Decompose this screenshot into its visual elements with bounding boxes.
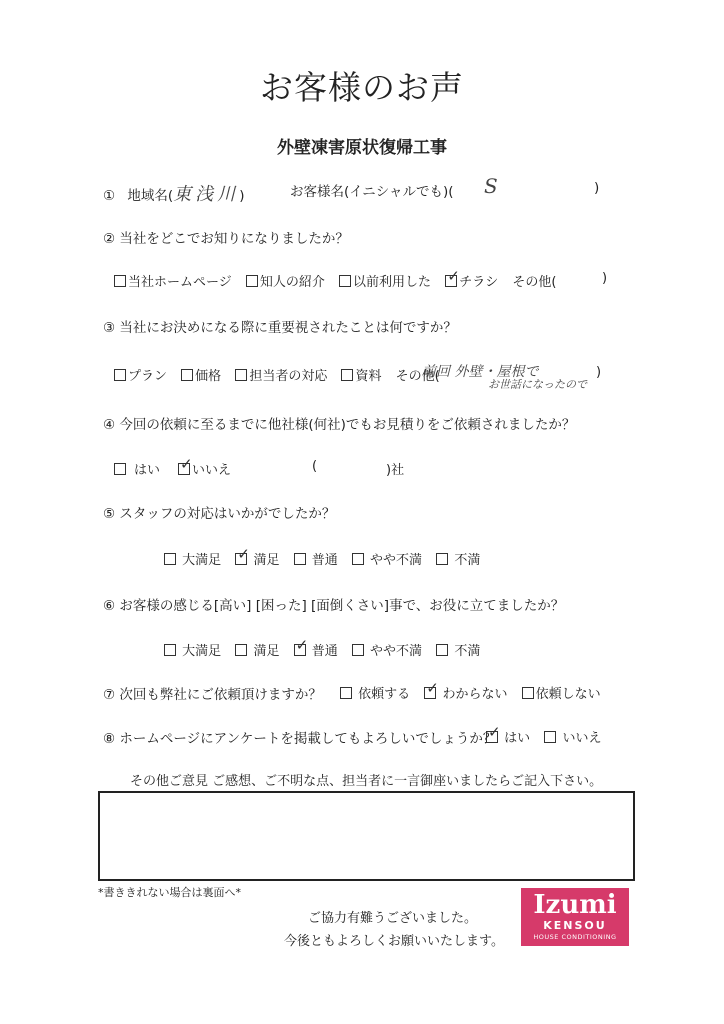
checkbox-icon [164, 553, 176, 565]
q6-opt-satisfied[interactable]: 満足 [235, 644, 279, 659]
thanks-line-1: ご協力有難うございました。 [308, 911, 478, 926]
q5-question: ⑤ スタッフの対応はいかがでしたか？ [103, 506, 336, 522]
q6-opt-neutral[interactable]: ✓ 普通 [294, 644, 338, 659]
q2-opt-referral[interactable]: 知人の紹介 [246, 275, 325, 290]
checkbox-icon [235, 369, 247, 381]
q2-opt-homepage[interactable]: 当社ホームページ [114, 275, 232, 290]
checkbox-icon [114, 463, 126, 475]
checkbox-icon [235, 644, 247, 656]
q3-opt-other[interactable]: その他( [395, 369, 440, 384]
checkbox-icon [114, 275, 126, 287]
area-label: 地域名( [127, 188, 174, 204]
q5-opt-very-satisfied[interactable]: 大満足 [164, 553, 221, 568]
checkbox-icon [352, 553, 364, 565]
q3-opt-price[interactable]: 価格 [181, 369, 221, 384]
q2-close: ) [602, 271, 608, 286]
q4-question: ④ 今回の依頼に至るまでに他社様(何社)でもお見積りをご依頼されましたか？ [103, 417, 576, 433]
checkbox-icon [436, 644, 448, 656]
q3-opt-plan[interactable]: プラン [114, 369, 167, 384]
thanks-line-2: 今後ともよろしくお願いいたします。 [284, 934, 504, 949]
q2-question: ② 当社をどこでお知りになりましたか？ [103, 231, 349, 247]
checkbox-checked-icon [424, 687, 436, 699]
other-comments-label: その他ご意見 ご感想、ご不明な点、担当者に一言御座いましたらご記入下さい。 [130, 774, 603, 789]
checkbox-checked-icon [486, 731, 498, 743]
q3-opt-staff[interactable]: 担当者の対応 [235, 369, 327, 384]
q3-opt-docs[interactable]: 資料 [341, 369, 381, 384]
name-value[interactable]: S [484, 174, 498, 198]
q8-options [486, 727, 601, 746]
checkbox-icon [352, 644, 364, 656]
checkbox-icon [181, 369, 193, 381]
footnote: *書ききれない場合は裏面へ* [98, 886, 241, 899]
name-close: ) [594, 180, 600, 196]
area-close: ) [239, 188, 245, 204]
checkbox-icon [340, 687, 352, 699]
logo-line-3: HOUSE CONDITIONING [533, 933, 617, 941]
q5-opt-dissatisfied[interactable]: 不満 [436, 553, 480, 568]
checkbox-icon [294, 553, 306, 565]
q4-opt-yes[interactable]: はい [114, 459, 160, 478]
q7-options [340, 683, 601, 702]
logo-line-2: KENSOU [543, 919, 607, 932]
q3-handwritten-2[interactable]: お世話になったので [488, 378, 587, 391]
q3-options [114, 365, 440, 384]
q6-opt-very-satisfied[interactable]: 大満足 [164, 644, 221, 659]
q8-question: ⑧ ホームページにアンケートを掲載してもよろしいでしょうか？ [103, 731, 497, 747]
q5-opt-somewhat-dissatisfied[interactable]: やや不満 [352, 553, 422, 568]
checkbox-icon [339, 275, 351, 287]
name-label: お客様名(イニシャルでも)( [290, 184, 454, 200]
area-value[interactable]: 東浅川 [173, 184, 240, 205]
q2-options [114, 271, 556, 290]
q8-opt-yes[interactable]: ✓ はい [486, 731, 530, 746]
q5-options [164, 549, 480, 568]
checkbox-icon [341, 369, 353, 381]
checkbox-checked-icon [178, 463, 190, 475]
izumi-kensou-logo [521, 888, 629, 946]
q4-paren-open: ( [312, 459, 318, 474]
q5-opt-satisfied[interactable]: ✓ 満足 [235, 553, 279, 568]
q8-opt-no[interactable]: いいえ [544, 731, 601, 746]
q2-opt-other[interactable]: その他( [512, 275, 557, 290]
checkbox-icon [544, 731, 556, 743]
checkbox-checked-icon [294, 644, 306, 656]
checkbox-checked-icon [445, 275, 457, 287]
q7-question: ⑦ 次回も弊社にご依頼頂けますか？ [103, 687, 322, 703]
q3-question: ③ 当社にお決めになる際に重要視されたことは何ですか？ [103, 320, 457, 336]
logo-line-1: Izumi [533, 890, 617, 920]
page-subtitle: 外壁凍害原状復帰工事 [277, 138, 447, 158]
q3-close: ) [596, 365, 602, 380]
q3-handwritten-1[interactable]: 前回 外壁・屋根で [422, 364, 539, 380]
q2-opt-previous[interactable]: 以前利用した [339, 275, 431, 290]
checkbox-checked-icon [235, 553, 247, 565]
q4-suffix: )社 [386, 463, 405, 478]
q6-opt-somewhat-dissatisfied[interactable]: やや不満 [352, 644, 422, 659]
q4-opt-no[interactable]: ✓ いいえ [178, 459, 231, 478]
q6-options [164, 640, 480, 659]
comment-box[interactable] [98, 791, 635, 881]
checkbox-icon [114, 369, 126, 381]
checkbox-icon [246, 275, 258, 287]
checkbox-icon [164, 644, 176, 656]
q6-opt-dissatisfied[interactable]: 不満 [436, 644, 480, 659]
checkbox-icon [522, 687, 534, 699]
page-title: お客様のお声 [260, 68, 464, 107]
q6-question: ⑥ お客様の感じる[高い] [困った] [面倒くさい]事で、お役に立てましたか？ [103, 598, 565, 614]
q1-number: ① [103, 188, 116, 204]
q1-row [103, 180, 244, 206]
q2-opt-flyer[interactable]: ✓ チラシ [445, 275, 498, 290]
q7-opt-will-request[interactable]: 依頼する [340, 687, 410, 702]
q7-opt-unsure[interactable]: ✓ わからない [424, 687, 507, 702]
checkbox-icon [436, 553, 448, 565]
q7-opt-will-not-request[interactable]: 依頼しない [522, 687, 601, 702]
q5-opt-neutral[interactable]: 普通 [294, 553, 338, 568]
